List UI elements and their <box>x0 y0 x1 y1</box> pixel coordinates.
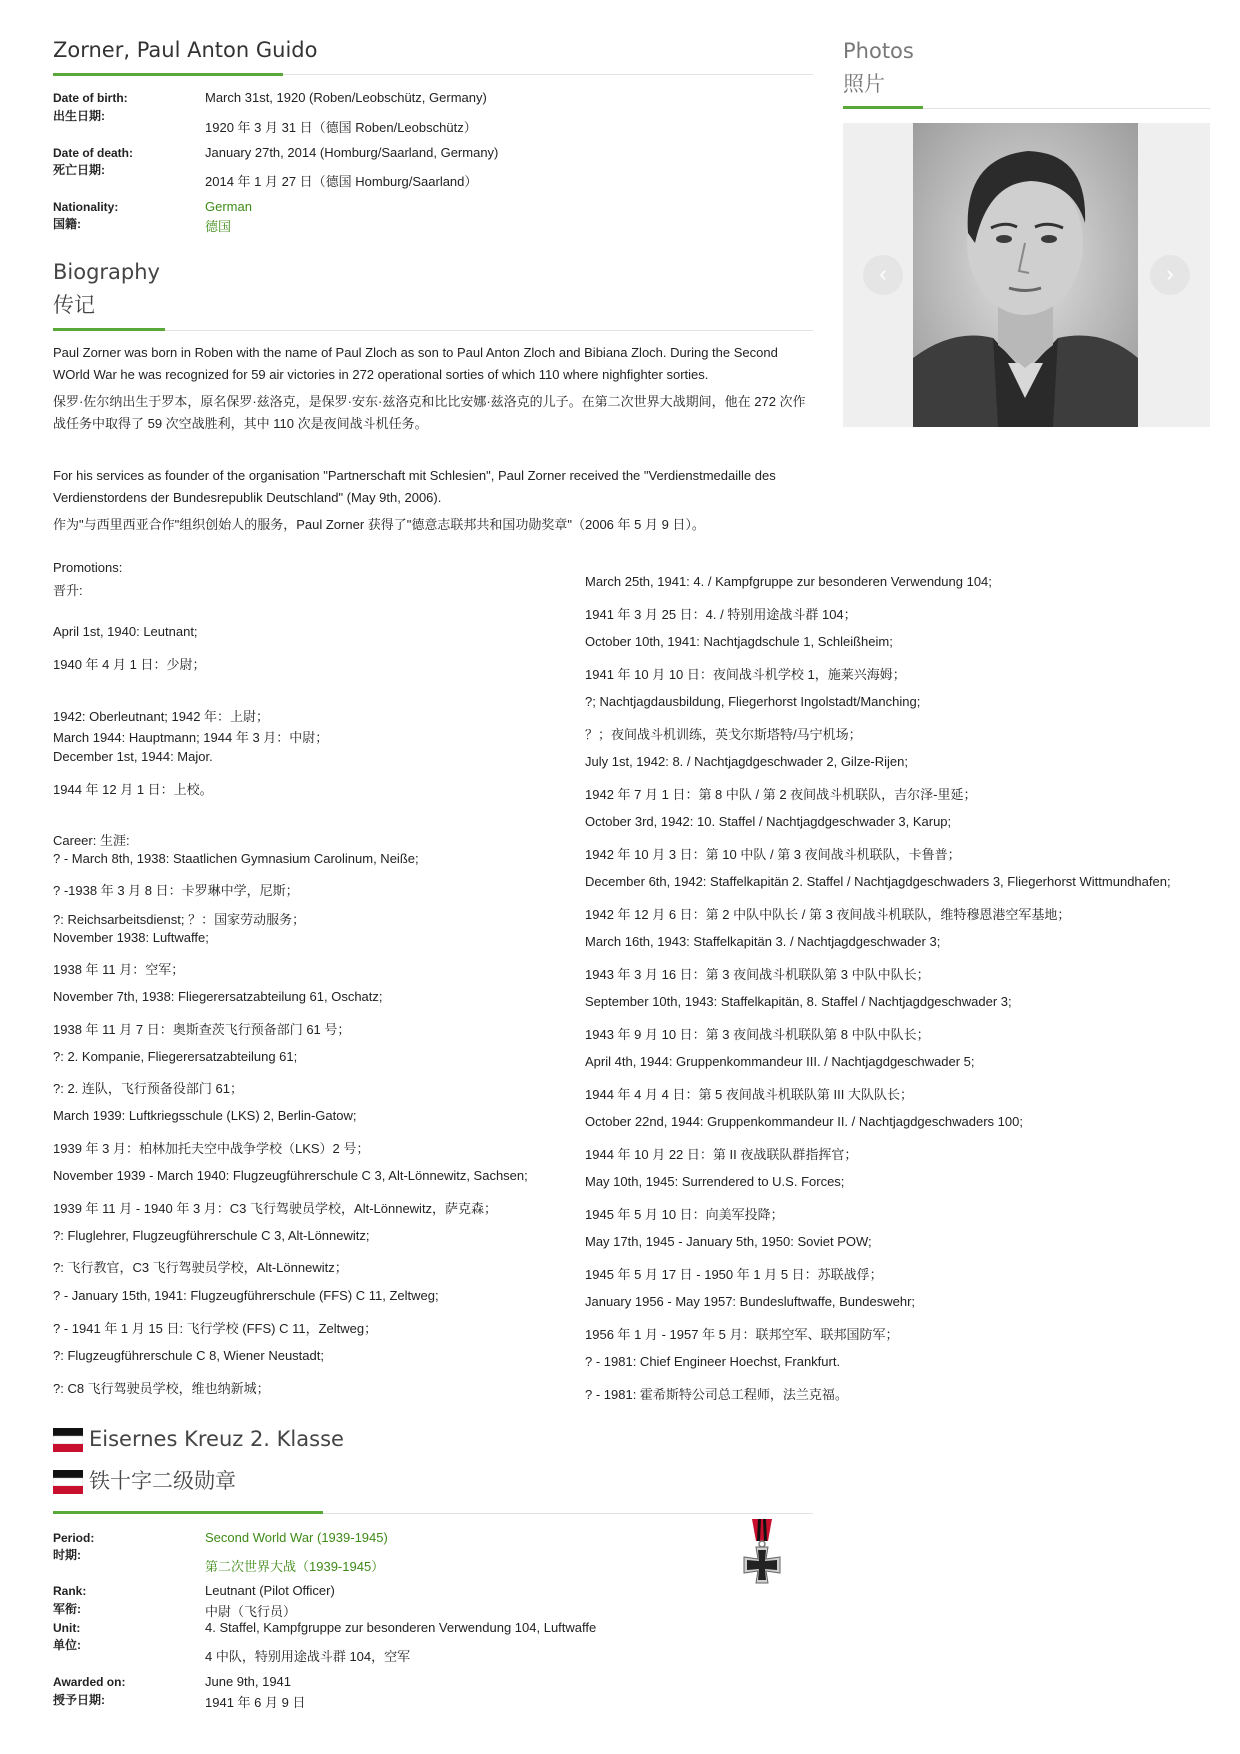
career-line: May 17th, 1945 - January 5th, 1950: Soviet POW; <box>585 1234 872 1249</box>
career-line: 1941 年 10 月 10 日：夜间战斗机学校 1，施莱兴海姆； <box>585 667 906 682</box>
unit-label-zh: 单位: <box>53 1638 81 1652</box>
birth-value-zh: 1920 年 3 月 31 日（德国 Roben/Leobschütz） <box>205 120 477 135</box>
career-line: ? - March 8th, 1938: Staatlichen Gymnasium Carolinum, Neiße; <box>53 851 419 866</box>
career-line: 1944 年 10 月 22 日：第 II 夜战联队群指挥官； <box>585 1147 858 1162</box>
page-title: Zorner, Paul Anton Guido <box>53 38 318 62</box>
portrait-image <box>913 123 1138 427</box>
rank-label-zh: 军衔: <box>53 1602 81 1616</box>
career-line: ?: 2. 连队，飞行预备役部门 61； <box>53 1081 243 1096</box>
period-value-en[interactable]: Second World War (1939-1945) <box>205 1530 388 1545</box>
career-line: July 1st, 1942: 8. / Nachtjagdgeschwader 2, Gilze-Rijen; <box>585 754 909 769</box>
promotion-line: December 1st, 1944: Major. <box>53 749 213 764</box>
biography-title-zh: 传记 <box>53 293 95 317</box>
award-accent <box>53 1511 323 1514</box>
career-line: ?: Fluglehrer, Flugzeugführerschule C 3, Alt-Lönnewitz; <box>53 1228 370 1243</box>
rank-label-en: Rank: <box>53 1584 87 1598</box>
birth-label-en: Date of birth: <box>53 91 128 105</box>
award-title-zh: 铁十字二级勋章 <box>89 1469 236 1493</box>
nationality-label-en: Nationality: <box>53 200 119 214</box>
promotion-line: 1944 年 12 月 1 日：上校。 <box>53 782 213 797</box>
photos-accent <box>843 106 923 109</box>
promotion-line: March 1944: Hauptmann; 1944 年 3 月：中尉； <box>53 730 329 745</box>
bio-paragraph-2-en: For his services as founder of the organisation "Partnerschaft mit Schlesien", Paul Zorner received the "Verdienstmedaille des Verdienstordens der Bundesrepublik Deutschland" (May 9th, 2006). <box>53 468 776 505</box>
career-line: ? -1938 年 3 月 8 日：卡罗琳中学，尼斯； <box>53 883 299 898</box>
career-line: 1945 年 5 月 17 日 - 1950 年 1 月 5 日：苏联战俘； <box>585 1267 883 1282</box>
photos-title-zh: 照片 <box>843 72 885 96</box>
rank-value-en: Leutnant (Pilot Officer) <box>205 1583 335 1598</box>
bio-paragraph-2-zh: 作为"与西里西亚合作"组织创始人的服务，Paul Zorner 获得了"德意志联邦共和国功勋奖章"（2006 年 5 月 9 日）。 <box>53 517 705 532</box>
awarded-label-en: Awarded on: <box>53 1675 126 1689</box>
bio-paragraph-1-en: Paul Zorner was born in Roben with the name of Paul Zloch as son to Paul Anton Zloch and Bibiana Zloch. During the Second WOrld War he was recognized for 59 air victories in 272 operational sorties of which 110 where nighfighter sorties. <box>53 345 778 382</box>
career-line: November 1938: Luftwaffe; <box>53 930 209 945</box>
period-label-zh: 时期: <box>53 1548 81 1562</box>
promotions-label-zh: 晋升: <box>53 583 83 598</box>
unit-label-en: Unit: <box>53 1621 81 1635</box>
death-value-en: January 27th, 2014 (Homburg/Saarland, Germany) <box>205 145 499 160</box>
career-line: 1942 年 12 月 6 日：第 2 中队中队长 / 第 3 夜间战斗机联队，维特穆恩港空军基地； <box>585 907 1071 922</box>
career-line: ?: Reichsarbeitsdienst; ？：国家劳动服务； <box>53 912 306 927</box>
biography-divider <box>53 330 813 331</box>
career-line: 1939 年 11 月 - 1940 年 3 月：C3 飞行驾驶员学校，Alt-Lönnewitz，萨克森； <box>53 1201 498 1216</box>
career-line: 1938 年 11 月 7 日：奥斯查茨飞行预备部门 61 号； <box>53 1022 351 1037</box>
career-line: ?: Flugzeugführerschule C 8, Wiener Neustadt; <box>53 1348 324 1363</box>
career-line: 1942 年 10 月 3 日：第 10 中队 / 第 3 夜间战斗机联队，卡鲁普； <box>585 847 961 862</box>
career-line: ?: 飞行教官，C3 飞行驾驶员学校，Alt-Lönnewitz； <box>53 1260 348 1275</box>
rank-value-zh: 中尉（飞行员） <box>205 1604 297 1619</box>
birth-label-zh: 出生日期: <box>53 109 105 123</box>
career-line: 1943 年 3 月 16 日：第 3 夜间战斗机联队第 3 中队中队长； <box>585 967 930 982</box>
career-line: 1943 年 9 月 10 日：第 3 夜间战斗机联队第 8 中队中队长； <box>585 1027 930 1042</box>
german-flag-icon <box>53 1428 83 1452</box>
career-line: December 6th, 1942: Staffelkapitän 2. Staffel / Nachtjagdgeschwaders 3, Fliegerhorst Wittmundhafen; <box>585 874 1171 889</box>
promotion-line: April 1st, 1940: Leutnant; <box>53 624 198 639</box>
carousel-prev-button[interactable]: ‹ <box>863 255 903 295</box>
awarded-value-en: June 9th, 1941 <box>205 1674 292 1689</box>
career-line: ? - 1941 年 1 月 15 日: 飞行学校 (FFS) C 11，Zeltweg； <box>53 1321 378 1336</box>
career-line: May 10th, 1945: Surrendered to U.S. Forces; <box>585 1174 845 1189</box>
promotions-label-en: Promotions: <box>53 560 123 575</box>
promotion-line: 1940 年 4 月 1 日：少尉； <box>53 657 206 672</box>
career-line: November 7th, 1938: Fliegerersatzabteilung 61, Oschatz; <box>53 989 383 1004</box>
career-line: October 10th, 1941: Nachtjagdschule 1, Schleißheim; <box>585 634 893 649</box>
awarded-value-zh: 1941 年 6 月 9 日 <box>205 1695 306 1710</box>
death-label-en: Date of death: <box>53 146 134 160</box>
career-line: 1938 年 11 月：空军； <box>53 962 185 977</box>
biography-accent <box>53 328 165 331</box>
career-label: Career: 生涯: <box>53 833 130 848</box>
unit-value-en: 4. Staffel, Kampfgruppe zur besonderen Verwendung 104, Luftwaffe <box>205 1620 597 1635</box>
bio-paragraph-1-zh: 保罗·佐尔纳出生于罗本，原名保罗·兹洛克，是保罗·安东·兹洛克和比比安娜·兹洛克的儿子。在第二次世界大战期间，他在 272 次作战任务中取得了 59 次空战胜利，其中 110 次是夜间战斗机任务。 <box>53 394 806 431</box>
career-line: ？；夜间战斗机训练，英戈尔斯塔特/马宁机场； <box>585 727 862 742</box>
nationality-value-en[interactable]: German <box>205 199 252 214</box>
career-line: March 16th, 1943: Staffelkapitän 3. / Nachtjagdgeschwader 3; <box>585 934 941 949</box>
career-line: ? - 1981: Chief Engineer Hoechst, Frankfurt. <box>585 1354 841 1369</box>
death-value-zh: 2014 年 1 月 27 日（德国 Homburg/Saarland） <box>205 174 478 189</box>
photos-title-en: Photos <box>843 39 914 63</box>
career-line: 1942 年 7 月 1 日：第 8 中队 / 第 2 夜间战斗机联队，吉尔泽-里延； <box>585 787 977 802</box>
career-line: ? - January 15th, 1941: Flugzeugführerschule (FFS) C 11, Zeltweg; <box>53 1288 439 1303</box>
title-accent <box>53 73 283 76</box>
career-line: March 1939: Luftkriegsschule (LKS) 2, Berlin-Gatow; <box>53 1108 357 1123</box>
career-line: 1939 年 3 月：柏林加托夫空中战争学校（LKS）2 号； <box>53 1141 370 1156</box>
period-value-zh[interactable]: 第二次世界大战（1939-1945） <box>205 1559 385 1574</box>
career-line: 1941 年 3 月 25 日：4. / 特别用途战斗群 104； <box>585 607 857 622</box>
career-line: ? - 1981: 霍希斯特公司总工程师，法兰克福。 <box>585 1387 848 1402</box>
career-line: October 3rd, 1942: 10. Staffel / Nachtjagdgeschwader 3, Karup; <box>585 814 952 829</box>
career-line: 1944 年 4 月 4 日：第 5 夜间战斗机联队第 III 大队队长； <box>585 1087 913 1102</box>
nationality-value-zh[interactable]: 德国 <box>205 219 232 234</box>
iron-cross-medal-icon <box>738 1519 786 1587</box>
career-line: ?: C8 飞行驾驶员学校，维也纳新城； <box>53 1381 270 1396</box>
nationality-label-zh: 国籍: <box>53 217 81 231</box>
career-line: April 4th, 1944: Gruppenkommandeur III. / Nachtjagdgeschwader 5; <box>585 1054 975 1069</box>
awarded-label-zh: 授予日期: <box>53 1693 105 1707</box>
unit-value-zh: 4 中队，特别用途战斗群 104，空军 <box>205 1649 411 1664</box>
career-line: ?; Nachtjagdausbildung, Fliegerhorst Ingolstadt/Manching; <box>585 694 921 709</box>
career-line: 1945 年 5 月 10 日：向美军投降； <box>585 1207 784 1222</box>
birth-value-en: March 31st, 1920 (Roben/Leobschütz, Germany) <box>205 90 487 105</box>
career-line: 1956 年 1 月 - 1957 年 5 月：联邦空军、联邦国防军； <box>585 1327 899 1342</box>
biography-title-en: Biography <box>53 260 160 284</box>
portrait-photo[interactable] <box>913 123 1138 427</box>
career-line: September 10th, 1943: Staffelkapitän, 8. Staffel / Nachtjagdgeschwader 3; <box>585 994 1012 1009</box>
german-flag-icon <box>53 1470 83 1494</box>
promotion-line: 1942: Oberleutnant; 1942 年：上尉； <box>53 709 270 724</box>
career-line: October 22nd, 1944: Gruppenkommandeur II. / Nachtjagdgeschwaders 100; <box>585 1114 1023 1129</box>
death-label-zh: 死亡日期: <box>53 163 105 177</box>
award-title-en: Eisernes Kreuz 2. Klasse <box>89 1427 344 1451</box>
photo-carousel <box>843 123 1210 427</box>
period-label-en: Period: <box>53 1531 95 1545</box>
career-line: January 1956 - May 1957: Bundesluftwaffe, Bundeswehr; <box>585 1294 916 1309</box>
carousel-next-button[interactable]: › <box>1150 255 1190 295</box>
career-line: March 25th, 1941: 4. / Kampfgruppe zur besonderen Verwendung 104; <box>585 574 992 589</box>
career-line: ?: 2. Kompanie, Fliegerersatzabteilung 61; <box>53 1049 298 1064</box>
career-line: November 1939 - March 1940: Flugzeugführerschule C 3, Alt-Lönnewitz, Sachsen; <box>53 1168 528 1183</box>
